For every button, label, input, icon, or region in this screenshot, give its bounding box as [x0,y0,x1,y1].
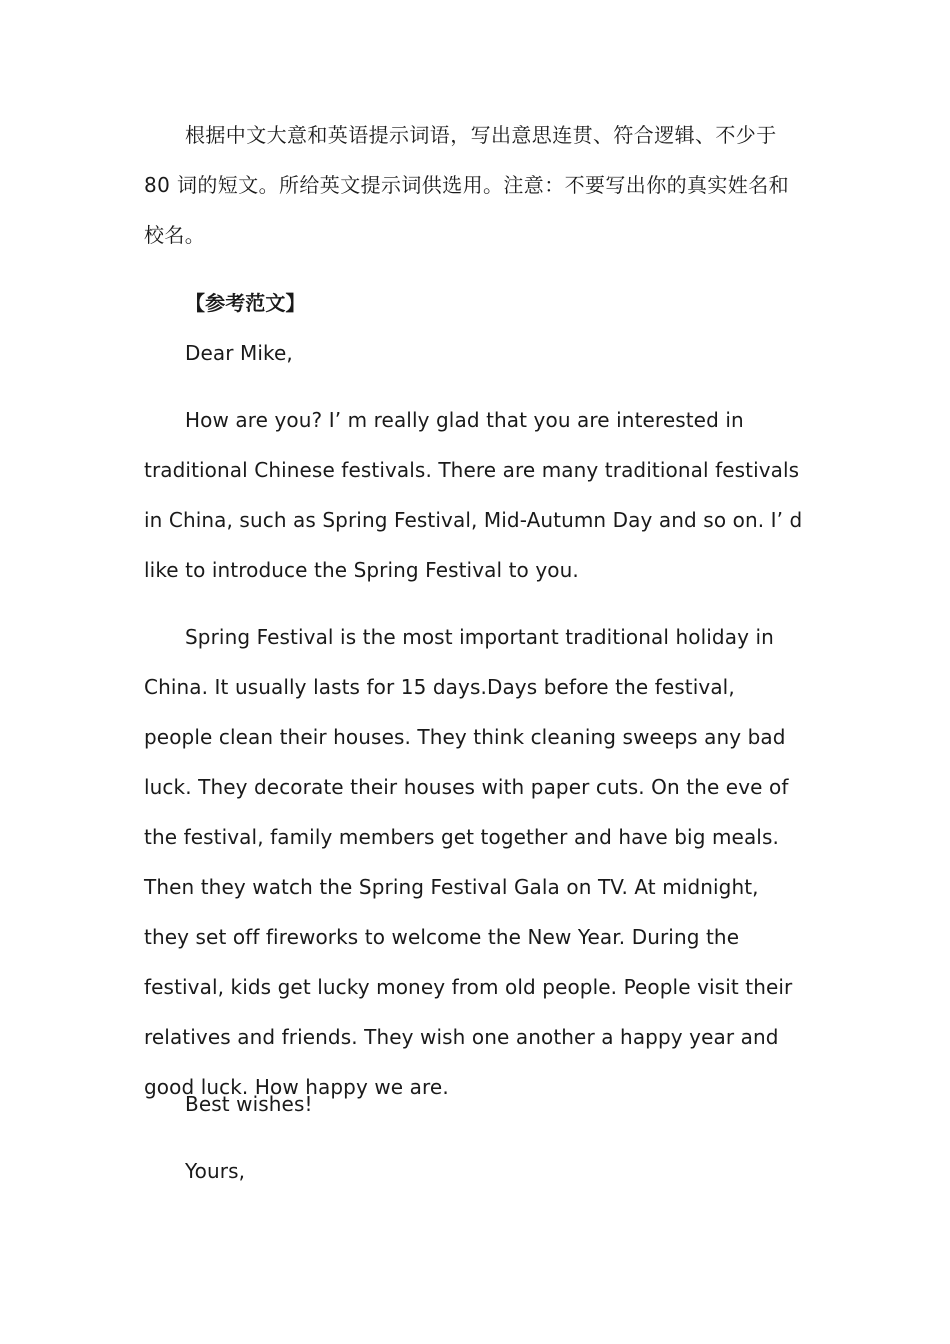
letter-closing: Best wishes! [185,1092,313,1116]
writing-instructions: 根据中文大意和英语提示词语，写出意思连贯、符合逻辑、不少于 80 词的短文。所给英文提示词供选用。注意：不要写出你的真实姓名和校名。 [144,123,790,247]
letter-signoff: Yours, [185,1159,246,1183]
letter-paragraph-1: How are you? I’ m really glad that you are interested in traditional Chinese festivals. There are many traditional festivals in China, such as Spring Festival, Mid-Autumn Day and so on. I’ d like to introduce the Spring Festival to you. [144,408,803,582]
letter-paragraph-2: Spring Festival is the most important traditional holiday in China. It usually lasts for 15 days.Days before the festival, people clean their houses. They think cleaning sweeps any bad luck. They decorate their houses with paper cuts. On the eve of the festival, family members get together and have big meals. Then they watch the Spring Festival Gala on TV. At midnight, they set off fireworks to welcome the New Year. During the festival, kids get lucky money from old people. People visit their relatives and friends. They wish one another a happy year and good luck. How happy we are. [144,625,793,1099]
sample-essay-heading: 【参考范文】 [185,291,306,315]
letter-greeting: Dear Mike, [185,341,293,365]
